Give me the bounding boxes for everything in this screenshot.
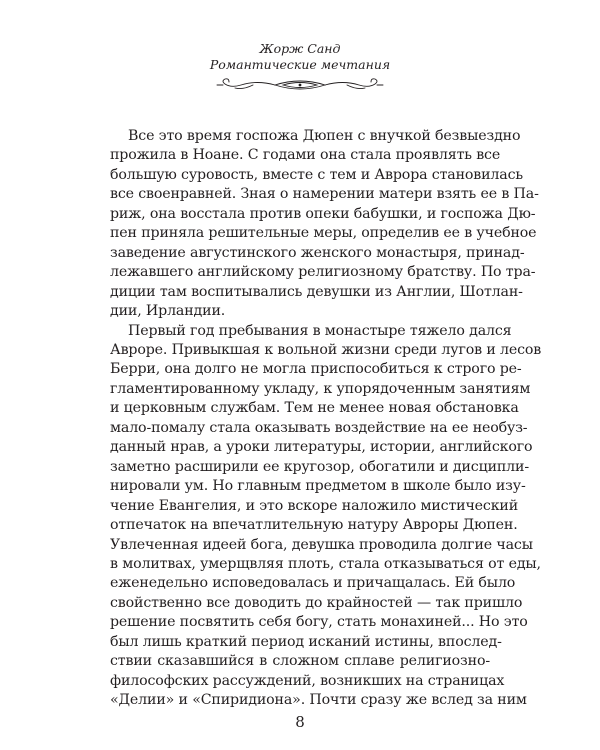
paragraph-1	[110, 127, 539, 322]
text-line: свойственно все доводить до крайностей — так пришло	[110, 594, 523, 611]
text-line: был лишь краткий период исканий истины, впослед-	[110, 633, 502, 650]
body-text	[110, 127, 542, 711]
text-line: заметно расширили ее кругозор, обогатили и дисципли-	[110, 458, 529, 475]
text-line: Увлеченная идеей бога, девушка проводила долгие часы	[110, 536, 533, 553]
text-line: гламентированному укладу, к упорядоченным занятиям	[110, 380, 531, 397]
text-line: заведение августинского женского монастыря, принад-	[110, 244, 525, 261]
text-line: диции там воспитывались девушки из Англии, Шотлан-	[110, 283, 523, 300]
text-line: и церковным службам. Тем не менее новая обстановка	[110, 400, 519, 417]
text-line: риж, она восстала против опеки бабушки, и госпожа Дю-	[110, 205, 536, 222]
text-line: решение посвятить себя богу, стать монахиней... Но это	[110, 614, 528, 631]
text-line: чение Евангелия, и это вскоре наложило мистический	[110, 497, 519, 514]
text-line: большую суровость, вместе с тем и Аврора становилась	[110, 166, 523, 183]
text-line: «Делии» и «Спиридиона». Почти сразу же вслед за ним	[110, 692, 527, 709]
text-line: в молитвах, умерщвляя плоть, стала отказываться от еды,	[110, 555, 541, 572]
text-line: Берри, она долго не могла приспособиться к строго ре-	[110, 361, 522, 378]
paragraph-2	[110, 322, 542, 711]
text-line: Первый год пребывания в монастыре тяжело дался	[128, 322, 512, 339]
ornament-divider	[213, 76, 387, 94]
header-book-title: Романтические мечтания	[209, 57, 391, 72]
text-line: философских рассуждений, возникших на страницах	[110, 672, 505, 689]
text-line: Все это время госпожа Дюпен с внучкой безвыездно	[128, 128, 521, 144]
header-author: Жорж Санд	[259, 41, 341, 56]
text-line: Авроре. Привыкшая к вольной жизни среди лугов и лесов	[110, 341, 542, 358]
text-line: мало-помалу стала оказывать воздействие на ее необуз-	[110, 419, 528, 436]
text-line: отпечаток на впечатлительную натуру Авроры Дюпен.	[110, 517, 518, 534]
text-line: лежавшего английскому религиозному братству. По тра-	[110, 264, 536, 281]
text-line: ствии сказавшийся в сложном сплаве религиозно-	[110, 653, 490, 670]
text-line: прожила в Ноане. С годами она стала проявлять все	[110, 147, 501, 164]
text-line: пен приняла решительные меры, определив ее в учебное	[110, 225, 537, 242]
text-line: еженедельно исповедовалась и причащалась. Ей было	[110, 575, 516, 592]
text-line: данный нрав, а уроки литературы, истории, английского	[110, 439, 533, 456]
text-line: нировали ум. Но главным предметом в школе было изу-	[110, 478, 526, 495]
text-line: все своенравней. Зная о намерении матери взять ее в Па-	[110, 186, 539, 203]
page-number: 8	[295, 713, 305, 731]
text-line: дии, Ирландии.	[110, 303, 226, 320]
